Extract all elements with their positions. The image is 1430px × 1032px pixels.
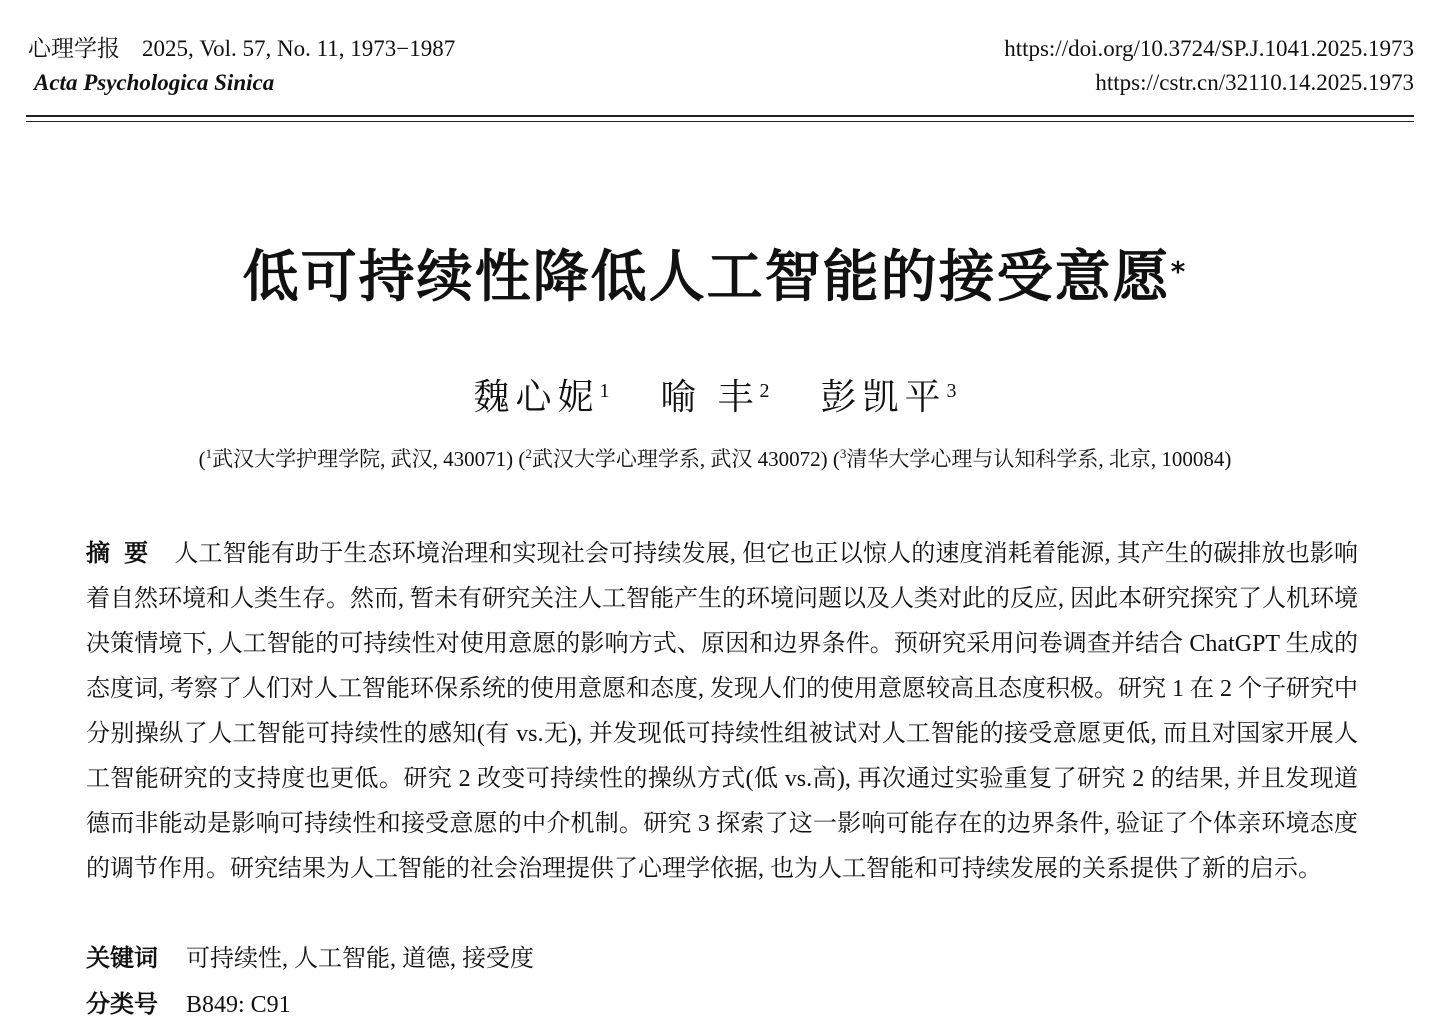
- abstract-text: 人工智能有助于生态环境治理和实现社会可持续发展, 但它也正以惊人的速度消耗着能源, 其产生的碳排放也影响着自然环境和人类生存。然而, 暂未有研究关注人工智能产生的环境问题以及人类对此的反应, 因此本研究探究了人机环境决策情境下, 人工智能的可持续性对使用意愿的影响方式、原因和边界条件。预研究采用问卷调查并结合 ChatGPT 生成的态度词, 考察了人们对人工智能环保系统的使用意愿和态度, 发现人们的使用意愿较高且态度积极。研究 1 在 2 个子研究中分别操纵了人工智能可持续性的感知(有 vs.无), 并发现低可持续性组被试对人工智能的接受意愿更低, 而且对国家开展人工智能研究的支持度也更低。研究 2 改变可持续性的操纵方式(低 vs.高), 再次通过实验重复了研究 2 的结果, 并且发现道德而非能动是影响可持续性和接受意愿的中介机制。研究 3 探索了这一影响可能存在的边界条件, 验证了个体亲环境态度的调节作用。研究结果为人工智能的社会治理提供了心理学依据, 也为人工智能和可持续发展的关系提供了新的启示。: [86, 541, 1359, 882]
- journal-name-cn: 心理学报: [28, 36, 120, 61]
- affiliation: ($^2$武汉大学心理学系, 武汉 430072): [518, 446, 828, 471]
- author: [660, 372, 769, 422]
- author-name: 喻 丰: [660, 377, 760, 417]
- abstract: [86, 531, 1358, 892]
- header-rule-thick: [26, 115, 1414, 117]
- classification: [86, 982, 291, 1028]
- author-affiliation-mark: 1: [599, 380, 610, 402]
- keywords: [86, 936, 534, 982]
- affiliation-text: 清华大学心理与认知科学系, 北京, 100084): [846, 447, 1232, 471]
- classification-text: B849: C91: [186, 992, 291, 1018]
- title-footnote-mark: *: [1170, 255, 1188, 288]
- affiliation-mark: 3: [839, 446, 847, 461]
- doi-link[interactable]: https://doi.org/10.3724/SP.J.1041.2025.1973: [1004, 36, 1414, 61]
- affiliation-list: [0, 438, 1430, 475]
- affiliation-text: 武汉大学护理学院, 武汉, 430071): [212, 447, 514, 471]
- classification-label: 分类号: [86, 990, 158, 1018]
- abstract-label: 摘要: [86, 539, 163, 567]
- citation-line: [28, 32, 455, 66]
- journal-name-en-line: [28, 66, 455, 100]
- header-right: [1004, 32, 1414, 100]
- keywords-label: 关键词: [86, 944, 158, 972]
- affiliation: ($^3$清华大学心理与认知科学系, 北京, 100084): [832, 446, 1232, 471]
- journal-header: [28, 32, 1414, 102]
- paper-title-text: 低可持续性降低人工智能的接受意愿: [242, 245, 1171, 310]
- author-affiliation-mark: 3: [946, 380, 957, 402]
- citation: 2025, Vol. 57, No. 11, 1973−1987: [142, 36, 456, 61]
- affiliation-mark: 2: [525, 446, 532, 461]
- affiliation-text: 武汉大学心理学系, 武汉 430072): [531, 447, 828, 471]
- journal-name-en: Acta Psychologica Sinica: [34, 70, 275, 95]
- author: [821, 372, 957, 422]
- author-name: 魏心妮: [473, 377, 600, 417]
- header-left: [28, 32, 455, 100]
- author-list: [0, 372, 1430, 422]
- author: [473, 372, 609, 422]
- keywords-text: 可持续性, 人工智能, 道德, 接受度: [186, 946, 534, 972]
- cstr-link[interactable]: https://cstr.cn/32110.14.2025.1973: [1095, 70, 1414, 95]
- paper-title: [0, 238, 1430, 318]
- author-affiliation-mark: 2: [759, 380, 770, 402]
- affiliation: ($^1$武汉大学护理学院, 武汉, 430071): [198, 446, 514, 471]
- affiliation-mark: 1: [205, 446, 213, 461]
- header-rule-thin: [26, 121, 1414, 122]
- author-name: 彭凯平: [820, 377, 947, 417]
